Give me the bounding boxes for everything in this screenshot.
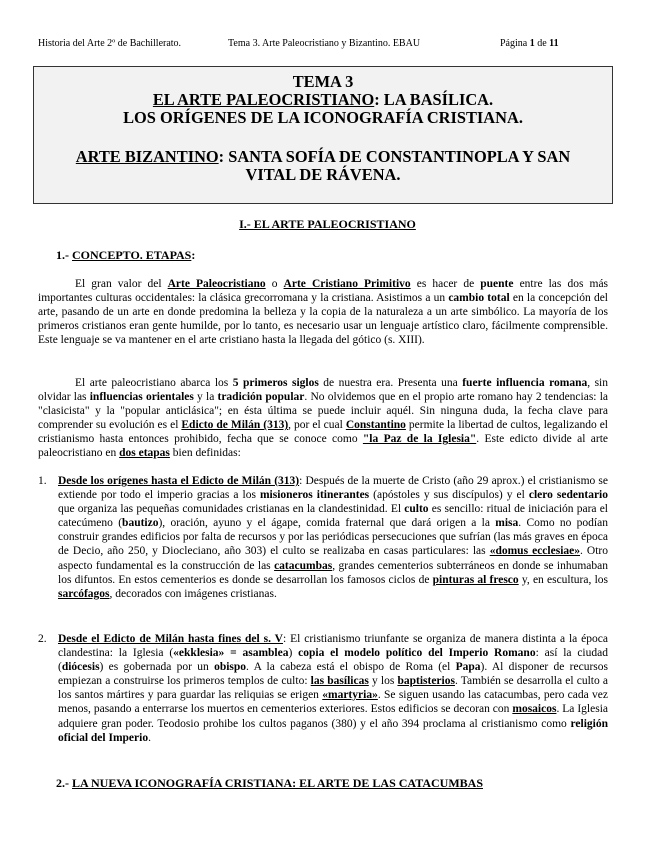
paragraph-intro: El gran valor del Arte Paleocristiano o Arte Cristiano Primitivo es hacer de puente entre las dos más importantes culturas occidentales: la clásica grecorromana y la cristiana. Asistimos a un cambio total en la concepción del arte, pasando de un arte en donde predomina la belleza y la copia de la naturaleza a un arte simbólico. La mayoría de los primeros cristianos eran gente humilde, por lo tanto, es necesario usar un lenguaje artístico claro, fácilmente comprensible. Este lenguaje se va mantener en el arte cristiano hasta la llegada del gótico (s. XIII). <box>38 278 609 347</box>
header-page-number: Página 1 de 11 <box>500 38 559 49</box>
title-box <box>33 66 613 204</box>
title-line-iconografia: LOS ORÍGENES DE LA ICONOGRAFÍA CRISTIANA. <box>123 108 523 127</box>
list-item-text: Desde el Edicto de Milán hasta fines del s. V: El cristianismo triunfante se organiza de manera distinta a la época clandestina: la Iglesia («ekklesia» = asamblea) copia el modelo político del Imperio Romano: así la ciudad (diócesis) es gobernada por un obispo. A la cabeza está el obispo de Roma (el Papa). Al disponer de recursos empiezan a construirse los primeros templos de culto: las basílicas y los baptisterios. También se desarrolla el culto a los santos mártires y para guardar las reliquias se erigen «martyria». Se siguen usando las catacumbas, pero cada vez menos, pasando a enterrarse los muertos en cementerios exteriores. Estos edificios se decoran con mosaicos. La Iglesia adquiere gran poder. Teodosio prohibe los cultos paganos (380) y el año 394 proclama al cristianismo como religión oficial del Imperio. <box>58 633 608 744</box>
header-topic: Tema 3. Arte Paleocristiano y Bizantino. EBAU <box>228 38 421 49</box>
title-line-bizantino: ARTE BIZANTINO: SANTA SOFÍA DE CONSTANTINOPLA Y SAN <box>75 147 571 166</box>
tema-title: TEMA 3 <box>292 72 354 91</box>
section-title: I.- EL ARTE PALEOCRISTIANO <box>239 217 416 231</box>
subsection-heading-1: 1.- CONCEPTO. ETAPAS: <box>56 248 196 262</box>
list-item: 1. Desde los orígenes hasta el Edicto de Milán (313): Después de la muerte de Cristo (año 29 aprox.) el cristianismo se extiende por todo el imperio gracias a los misioneros itinerantes (apóstoles y sus discípulos) y el clero sedentario que organiza las pequeñas comunidades cristianas en la clandestinidad. El culto es sencillo: ritual de iniciación para el catecúmeno (bautizo), oración, ayuno y el ágape, comida fraternal que dará origen a la misa. Como no podían construir grandes edificios por falta de recursos y por las periódicas persecuciones que sufrían (las más graves en época de Decio, año 250, y Diocleciano, año 303) el culto se realizaba en casas particulares: las «domus ecclesiae». Otro aspecto fundamental es la construcción de las catacumbas, grandes cementerios subterráneos en donde se inhumaban los difuntos. En estos cementerios es donde se desarrollan los famosos ciclos de pinturas al fresco y, en escultura, los sarcófagos, decorados con imágenes cristianas. <box>38 475 609 600</box>
list-item-text: Desde los orígenes hasta el Edicto de Milán (313): Después de la muerte de Cristo (año 29 aprox.) el cristianismo se extiende por todo el imperio gracias a los misioneros itinerantes (apóstoles y sus discípulos) y el clero sedentario que organiza las pequeñas comunidades cristianas en la clandestinidad. El culto es sencillo: ritual de iniciación para el catecúmeno (bautizo), oración, ayuno y el ágape, comida fraternal que dará origen a la misa. Como no podían construir grandes edificios por falta de recursos y por las periódicas persecuciones que sufrían (las más graves en época de Decio, año 250, y Diocleciano, año 303) el culto se realizaba en casas particulares: las «domus ecclesiae». Otro aspecto fundamental es la construcción de las catacumbas, grandes cementerios subterráneos en donde se inhumaban los difuntos. En estos cementerios es donde se desarrollan los famosos ciclos de pinturas al fresco y, en escultura, los sarcófagos, decorados con imágenes cristianas. <box>58 475 609 600</box>
title-line-ravena: VITAL DE RÁVENA. <box>245 165 401 184</box>
paragraph-stages: El arte paleocristiano abarca los 5 primeros siglos de nuestra era. Presenta una fuerte influencia romana, sin olvidar las influencias orientales y la tradición popular. No olvidemos que en el propio arte romano hay 2 tendencias: la "clasicista" y la "popular anticlásica"; en ésta última se puede incluir aquél. Sin ninguna duda, la fecha clave para comprender su evolución es el Edicto de Milán (313), por el cual Constantino permite la libertad de cultos, legalizando el cristianismo hasta entonces prohibido, fecha que se conoce como "la Paz de la Iglesia". Este edicto divide al arte paleocristiano en dos etapas bien definidas: <box>38 377 609 460</box>
title-line-basilica: EL ARTE PALEOCRISTIANO: LA BASÍLICA. <box>152 90 494 109</box>
list-item: 2. Desde el Edicto de Milán hasta fines del s. V: El cristianismo triunfante se organiza de manera distinta a la época clandestina: la Iglesia («ekklesia» = asamblea) copia el modelo político del Imperio Romano: así la ciudad (diócesis) es gobernada por un obispo. A la cabeza está el obispo de Roma (el Papa). Al disponer de recursos empiezan a construirse los primeros templos de culto: las basílicas y los baptisterios. También se desarrolla el culto a los santos mártires y para guardar las reliquias se erigen «martyria». Se siguen usando las catacumbas, pero cada vez menos, pasando a enterrarse los muertos en cementerios exteriores. Estos edificios se decoran con mosaicos. La Iglesia adquiere gran poder. Teodosio prohibe los cultos paganos (380) y el año 394 proclama al cristianismo como religión oficial del Imperio. <box>38 633 608 744</box>
subsection-heading-2: 2.- LA NUEVA ICONOGRAFÍA CRISTIANA: EL ARTE DE LAS CATACUMBAS <box>56 776 483 790</box>
header-course: Historia del Arte 2º de Bachillerato. <box>38 38 182 49</box>
